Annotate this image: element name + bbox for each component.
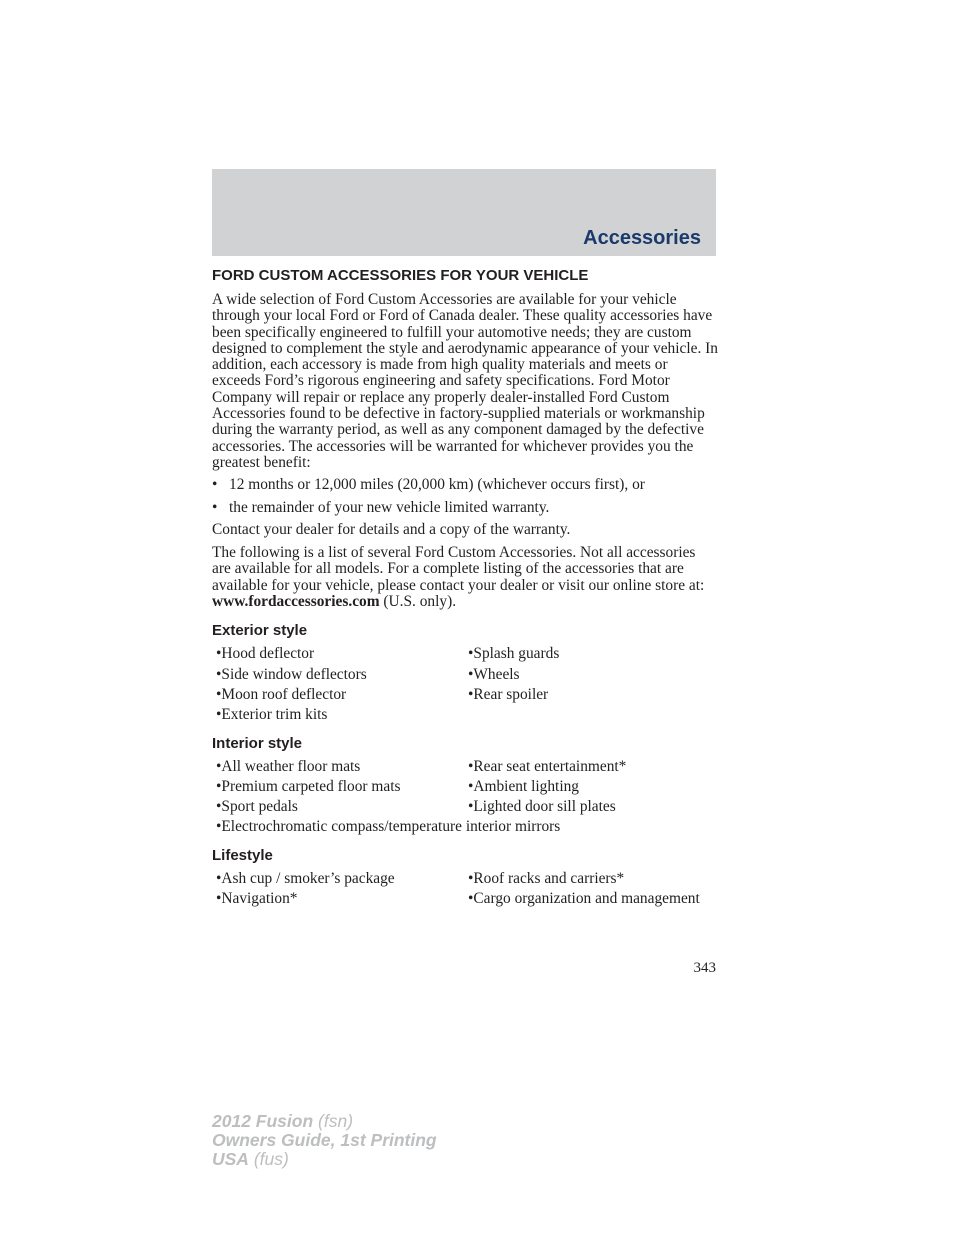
store-url-link[interactable]: www.fordaccessories.com [212,593,380,611]
lifestyle-list [212,871,718,908]
list-item: •Sport pedals [216,798,298,816]
warranty-bullet [212,477,718,493]
footer-printing: Owners Guide, 1st Printing [212,1130,437,1150]
bullet-dot: • [212,498,218,516]
list-intro-paragraph [212,545,718,610]
contact-paragraph: Contact your dealer for details and a copy of the warranty. [212,520,571,538]
bullet-dot: • [212,476,218,494]
chapter-header-band [212,169,716,256]
list-item: •Cargo organization and management [468,890,700,908]
list-item: •Navigation* [216,890,298,908]
footer-line-printing [212,1131,437,1150]
footer-market-code: (fus) [248,1149,289,1169]
footer-model: 2012 Fusion [212,1111,314,1131]
list-item: •Side window deflectors [216,665,367,683]
warranty-bullet-text: 12 months or 12,000 miles (20,000 km) (whichever occurs first), or [229,476,645,494]
list-item: •Rear seat entertainment* [468,757,627,775]
exterior-list [212,646,718,723]
footer-imprint [212,1112,437,1169]
interior-list [212,759,718,836]
list-item: •Hood deflector [216,645,315,663]
page-number: 343 [693,960,716,976]
list-item: •Splash guards [468,645,560,663]
footer-model-code: (fsn) [313,1111,354,1131]
footer-line-model [212,1112,437,1131]
list-item: •Premium carpeted floor mats [216,777,401,795]
exterior-heading: Exterior style [212,622,308,640]
interior-heading: Interior style [212,734,303,752]
page-content [212,266,718,918]
list-item: •Roof racks and carriers* [468,869,625,887]
list-item: •Lighted door sill plates [468,798,616,816]
warranty-bullet [212,500,718,516]
list-item: •Electrochromatic compass/temperature interior mirrors [216,818,561,836]
list-item: •Wheels [468,665,520,683]
list-item: •Rear spoiler [468,685,549,703]
list-intro-suffix: (U.S. only). [379,593,457,611]
list-item: •Moon roof deflector [216,685,347,703]
footer-market: USA [212,1149,249,1169]
warranty-bullet-text: the remainder of your new vehicle limited warranty. [229,498,550,516]
list-intro-text: The following is a list of several Ford Custom Accessories. Not all accessories are available for all models. For a complete listing of the accessories that are available for your vehicle, please contact your dealer or visit our online store at: [212,544,705,594]
footer-line-market [212,1150,437,1169]
list-item: •All weather floor mats [216,757,361,775]
section-title: FORD CUSTOM ACCESSORIES FOR YOUR VEHICLE [212,267,589,284]
list-item: •Exterior trim kits [216,706,328,724]
intro-paragraph: A wide selection of Ford Custom Accessories are available for your vehicle through your local Ford or Ford of Canada dealer. These quality accessories have been specifically engineered to fulfill your automotive needs; they are custom designed to complement the style and aerodynamic appearance of your vehicle. In addition, each accessory is made from high quality materials and meets or exceeds Ford’s rigorous engineering and safety specifications. Ford Motor Company will repair or replace any properly dealer-installed Ford Custom Accessories found to be defective in factory-supplied materials or workmanship during the warranty period, as well as any component damaged by the defective accessories. The accessories will be warranted for whichever provides you the greatest benefit: [212,291,718,471]
chapter-title: Accessories [583,227,701,249]
lifestyle-heading: Lifestyle [212,846,273,864]
list-item: •Ash cup / smoker’s package [216,869,395,887]
list-item: •Ambient lighting [468,777,579,795]
